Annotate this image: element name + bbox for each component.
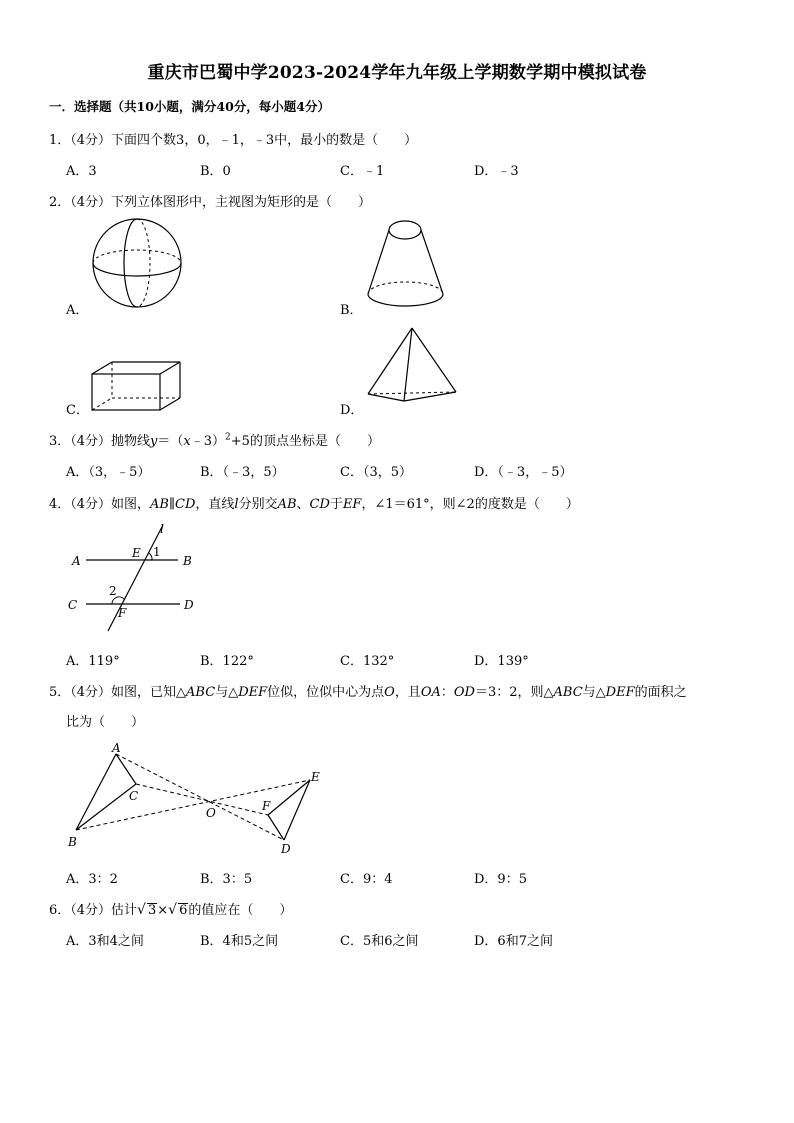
label-b: B — [68, 835, 77, 849]
q5-text-e: ＝3：2，则△ — [474, 685, 554, 700]
cuboid-figure — [90, 360, 184, 412]
q4-text-c: 分别交 — [238, 497, 278, 512]
q3-option-a: A．（3，﹣5） — [66, 465, 151, 480]
q6-option-b: B．4和5之间 — [200, 934, 279, 949]
q5-o: O — [384, 685, 395, 700]
label-f: F — [262, 799, 271, 813]
q4-cd: CD — [309, 497, 330, 512]
q5-text-c: 位似，位似中心为点 — [267, 685, 385, 700]
q5-oa: OA — [420, 685, 441, 700]
question-6 — [49, 899, 292, 918]
sqrt-sign: √ — [137, 902, 146, 918]
q3-option-b: B．（﹣3，5） — [200, 465, 285, 480]
q5-abc: ABC — [186, 685, 216, 700]
q2-option-c: C． — [66, 403, 89, 418]
q1-option-c: C．﹣1 — [340, 164, 385, 179]
q3-tail: +5的顶点坐标是（ ） — [230, 434, 380, 449]
q5-option-c: C．9：4 — [340, 872, 393, 887]
q4-option-a: A．119° — [66, 654, 120, 669]
q2-option-a: A． — [66, 303, 89, 318]
angle-2-label: 2 — [109, 584, 117, 598]
section-heading: 一．选择题（共10小题，满分40分，每小题4分） — [49, 99, 330, 114]
question-1: 1．（4分）下面四个数3，0，﹣1，﹣3中，最小的数是（ ） — [49, 133, 418, 148]
q5-text-a: 5．（4分）如图，已知△ — [49, 685, 187, 700]
pyramid-figure — [364, 326, 460, 404]
q6-suffix: 的值应在（ ） — [188, 903, 293, 918]
frustum-figure — [364, 218, 448, 310]
q3-option-c: C．（3，5） — [340, 465, 412, 480]
label-c: C — [129, 789, 139, 803]
question-3 — [49, 430, 380, 449]
q4-ef: EF — [342, 497, 362, 512]
q4-line-l: l — [234, 497, 239, 512]
question-2: 2．（4分）下列立体图形中，主视图为矩形的是（ ） — [49, 195, 372, 210]
q3-option-d: D．（﹣3，﹣5） — [474, 465, 573, 480]
label-a: A — [112, 741, 121, 755]
q5-od: OD — [453, 685, 475, 700]
label-c: C — [68, 598, 78, 612]
q5-text-d: ，且 — [394, 685, 421, 700]
q3-exponent: 2 — [225, 432, 231, 443]
q4-text-b: ，直线 — [195, 497, 235, 512]
q3-prefix: 3．（4分）抛物线 — [49, 434, 151, 449]
q6-option-d: D．6和7之间 — [474, 934, 553, 949]
q3-var-y: y — [150, 434, 158, 449]
label-o: O — [206, 806, 216, 820]
label-b: B — [183, 554, 192, 568]
label-e: E — [311, 770, 320, 784]
q3-rest: ﹣3） — [190, 434, 226, 449]
q4-sep: 、 — [296, 497, 310, 512]
q1-option-b: B．0 — [200, 164, 231, 179]
q4-text-e: ，∠1＝61°，则∠2的度数是（ ） — [361, 497, 579, 512]
q4-option-d: D．139° — [474, 654, 529, 669]
q2-option-b: B． — [340, 303, 363, 318]
q4-ab-cd: AB∥CD — [150, 497, 196, 512]
sqrt-sign: √ — [168, 902, 178, 918]
q6-option-c: C．5和6之间 — [340, 934, 419, 949]
q3-var-x: x — [183, 434, 191, 449]
q5-def-2: DEF — [605, 685, 635, 700]
q5-option-a: A．3：2 — [66, 872, 118, 887]
q5-abc-2: ABC — [553, 685, 583, 700]
q4-text-a: 4．（4分）如图， — [49, 497, 151, 512]
q5-option-d: D．9：5 — [474, 872, 527, 887]
label-f: F — [118, 606, 127, 620]
q6-option-a: A．3和4之间 — [66, 934, 144, 949]
q5-text-f: 与△ — [582, 685, 606, 700]
q3-eq: ＝（ — [157, 434, 184, 449]
label-d: D — [184, 598, 194, 612]
question-5-line-2: 比为（ ） — [66, 715, 145, 730]
parallel-lines-figure — [66, 520, 206, 636]
q6-prefix: 6．（4分）估计 — [49, 903, 138, 918]
q5-option-b: B．3：5 — [200, 872, 253, 887]
q5-colon: ： — [440, 685, 454, 700]
q1-option-a: A．3 — [66, 164, 97, 179]
q1-option-d: D．﹣3 — [474, 164, 519, 179]
q6-radicand-1: 3 — [147, 903, 157, 918]
q4-option-b: B．122° — [200, 654, 254, 669]
q2-option-d: D． — [340, 403, 364, 418]
q5-def: DEF — [238, 685, 268, 700]
sphere-figure — [88, 218, 188, 310]
angle-1-label: 1 — [153, 545, 161, 559]
q6-radicand-2: 6 — [179, 903, 188, 918]
q5-text-g: 的面积之 — [634, 685, 687, 700]
q5-text-b: 与△ — [215, 685, 239, 700]
q4-ab: AB — [277, 497, 297, 512]
label-a: A — [72, 554, 81, 568]
label-e: E — [132, 546, 141, 560]
homothety-figure — [66, 740, 326, 856]
question-4 — [49, 493, 579, 512]
question-5-line-1 — [49, 681, 687, 700]
q6-times: × — [157, 903, 169, 918]
q4-option-c: C．132° — [340, 654, 395, 669]
label-d: D — [281, 842, 291, 856]
label-l: l — [160, 522, 164, 536]
q4-text-d: 于 — [329, 497, 343, 512]
page-title: 重庆市巴蜀中学2023-2024学年九年级上学期数学期中模拟试卷 — [147, 63, 647, 83]
